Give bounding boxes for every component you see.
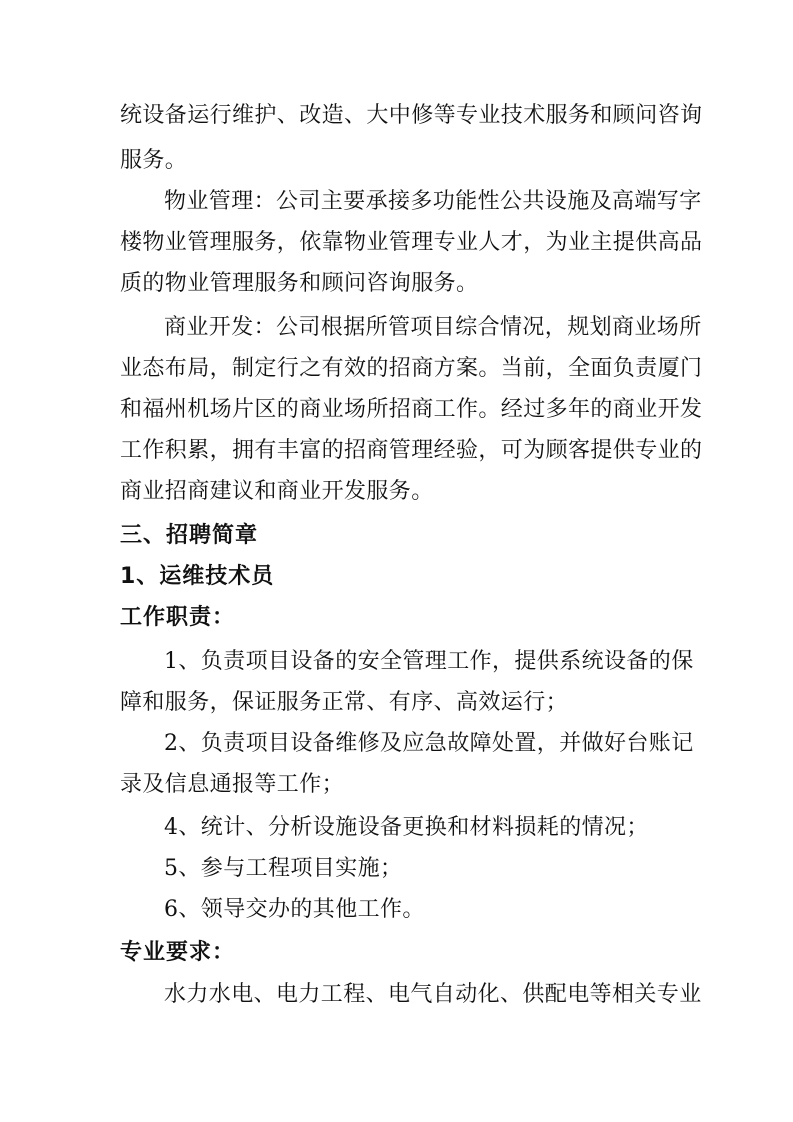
paragraph-line: 质的物业管理服务和顾问咨询服务。 (120, 271, 479, 296)
paragraph-line: 和福州机场片区的商业场所招商工作。经过多年的商业开发 (120, 397, 703, 422)
paragraph-line: 物业管理：公司主要承接多功能性公共设施及高端写字 (164, 189, 702, 214)
duty-item: 5、参与工程项目实施； (164, 856, 403, 881)
paragraph-line: 服务。 (120, 148, 188, 173)
subheading-requirements: 专业要求： (120, 940, 236, 965)
paragraph-line: 统设备运行维护、改造、大中修等专业技术服务和顾问咨询 (120, 103, 703, 128)
section-heading: 三、招聘简章 (120, 523, 259, 548)
paragraph-line: 障和服务，保证服务正常、有序、高效运行； (120, 690, 569, 715)
paragraph-line: 水力水电、电力工程、电气自动化、供配电等相关专业 (164, 982, 702, 1007)
paragraph-line: 商业开发：公司根据所管项目综合情况，规划商业场所 (164, 315, 702, 340)
duty-item: 6、领导交办的其他工作。 (164, 897, 425, 922)
duty-item: 2、负责项目设备维修及应急故障处置，并做好台账记 (164, 731, 694, 756)
paragraph-line: 商业招商建议和商业开发服务。 (120, 479, 434, 504)
position-title: 1、运维技术员 (120, 564, 275, 589)
duty-item: 1、负责项目设备的安全管理工作，提供系统设备的保 (164, 649, 694, 674)
paragraph-line: 录及信息通报等工作； (120, 772, 345, 797)
duty-item: 4、统计、分析设施设备更换和材料损耗的情况； (164, 815, 649, 840)
subheading-duties: 工作职责： (120, 605, 236, 630)
paragraph-line: 工作积累，拥有丰富的招商管理经验，可为顾客提供专业的 (120, 438, 703, 463)
paragraph-line: 楼物业管理服务，依靠物业管理专业人才，为业主提供高品 (120, 230, 703, 255)
paragraph-line: 业态布局，制定行之有效的招商方案。当前，全面负责厦门 (120, 356, 703, 381)
